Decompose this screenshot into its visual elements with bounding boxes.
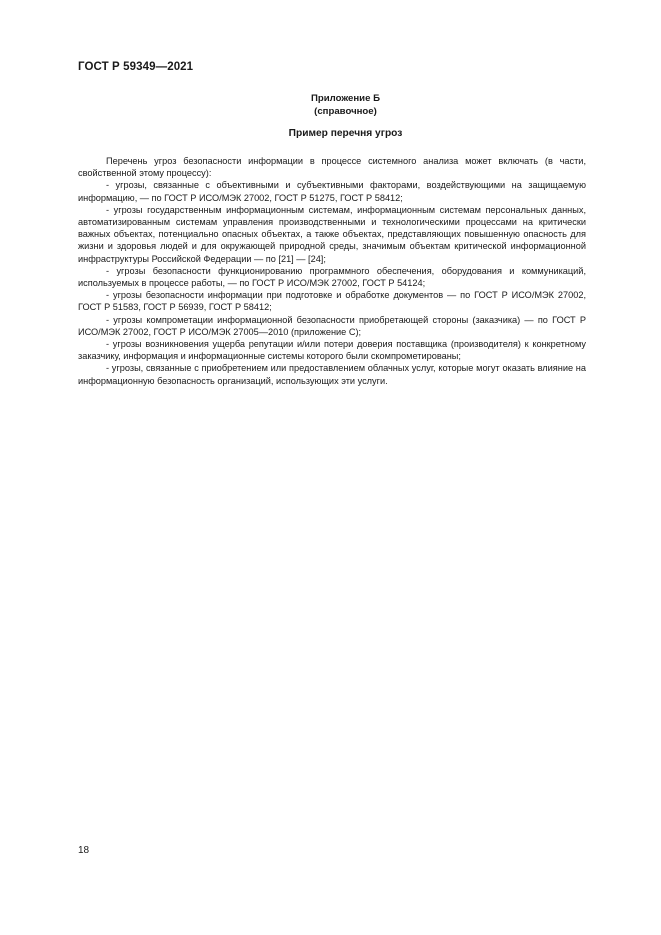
list-item: - угрозы безопасности информации при подготовке и обработке документов — по ГОСТ Р ИСО/МЭК 27002, ГОСТ Р 51583, ГОСТ Р 56939, ГОСТ Р 58412; (78, 290, 586, 313)
appendix-heading (0, 92, 661, 118)
section-title: Пример перечня угроз (288, 128, 403, 139)
list-item: - угрозы возникновения ущерба репутации и/или потери доверия поставщика (производителя) к конкретному заказчику, информация и информационные системы которого были скомпрометированы; (78, 339, 586, 362)
standard-id: ГОСТ Р 59349—2021 (78, 61, 194, 73)
paragraph-intro: Перечень угроз безопасности информации в процессе системного анализа может включать (в части, свойственной этому процессу): (78, 156, 586, 179)
body-text (78, 155, 586, 387)
appendix-subtitle: (справочное) (314, 106, 377, 117)
list-item: - угрозы, связанные с объективными и субъективными факторами, воздействующими на защищаемую информацию, — по ГОСТ Р ИСО/МЭК 27002, ГОСТ Р 51275, ГОСТ Р 58412; (78, 180, 586, 203)
list-item: - угрозы компрометации информационной безопасности приобретающей стороны (заказчика) — по ГОСТ Р ИСО/МЭК 27002, ГОСТ Р ИСО/МЭК 27005—2010 (приложение С); (78, 314, 586, 337)
list-item: - угрозы государственным информационным системам, информационным системам персональных данных, автоматизированным системам управления производственными и технологическими процессами на критически важных объектах, потенциально опасных объектах, а также объектах, представляющих повышенную опасность для жизни и здоровья людей и для окружающей природной среды, значимым объектам критической информационной инфраструктуры Российской Федерации — по [21] — [24]; (78, 204, 586, 264)
list-item: - угрозы безопасности функционированию программного обеспечения, оборудования и коммуникаций, используемых в процессе работы, — по ГОСТ Р ИСО/МЭК 27002, ГОСТ Р 54124; (78, 265, 586, 289)
appendix-title: Приложение Б (311, 93, 380, 104)
page-number: 18 (78, 845, 90, 856)
list-item: - угрозы, связанные с приобретением или предоставлением облачных услуг, которые могут оказать влияние на информационную безопасность организаций, использующих эти услуги. (78, 363, 586, 386)
